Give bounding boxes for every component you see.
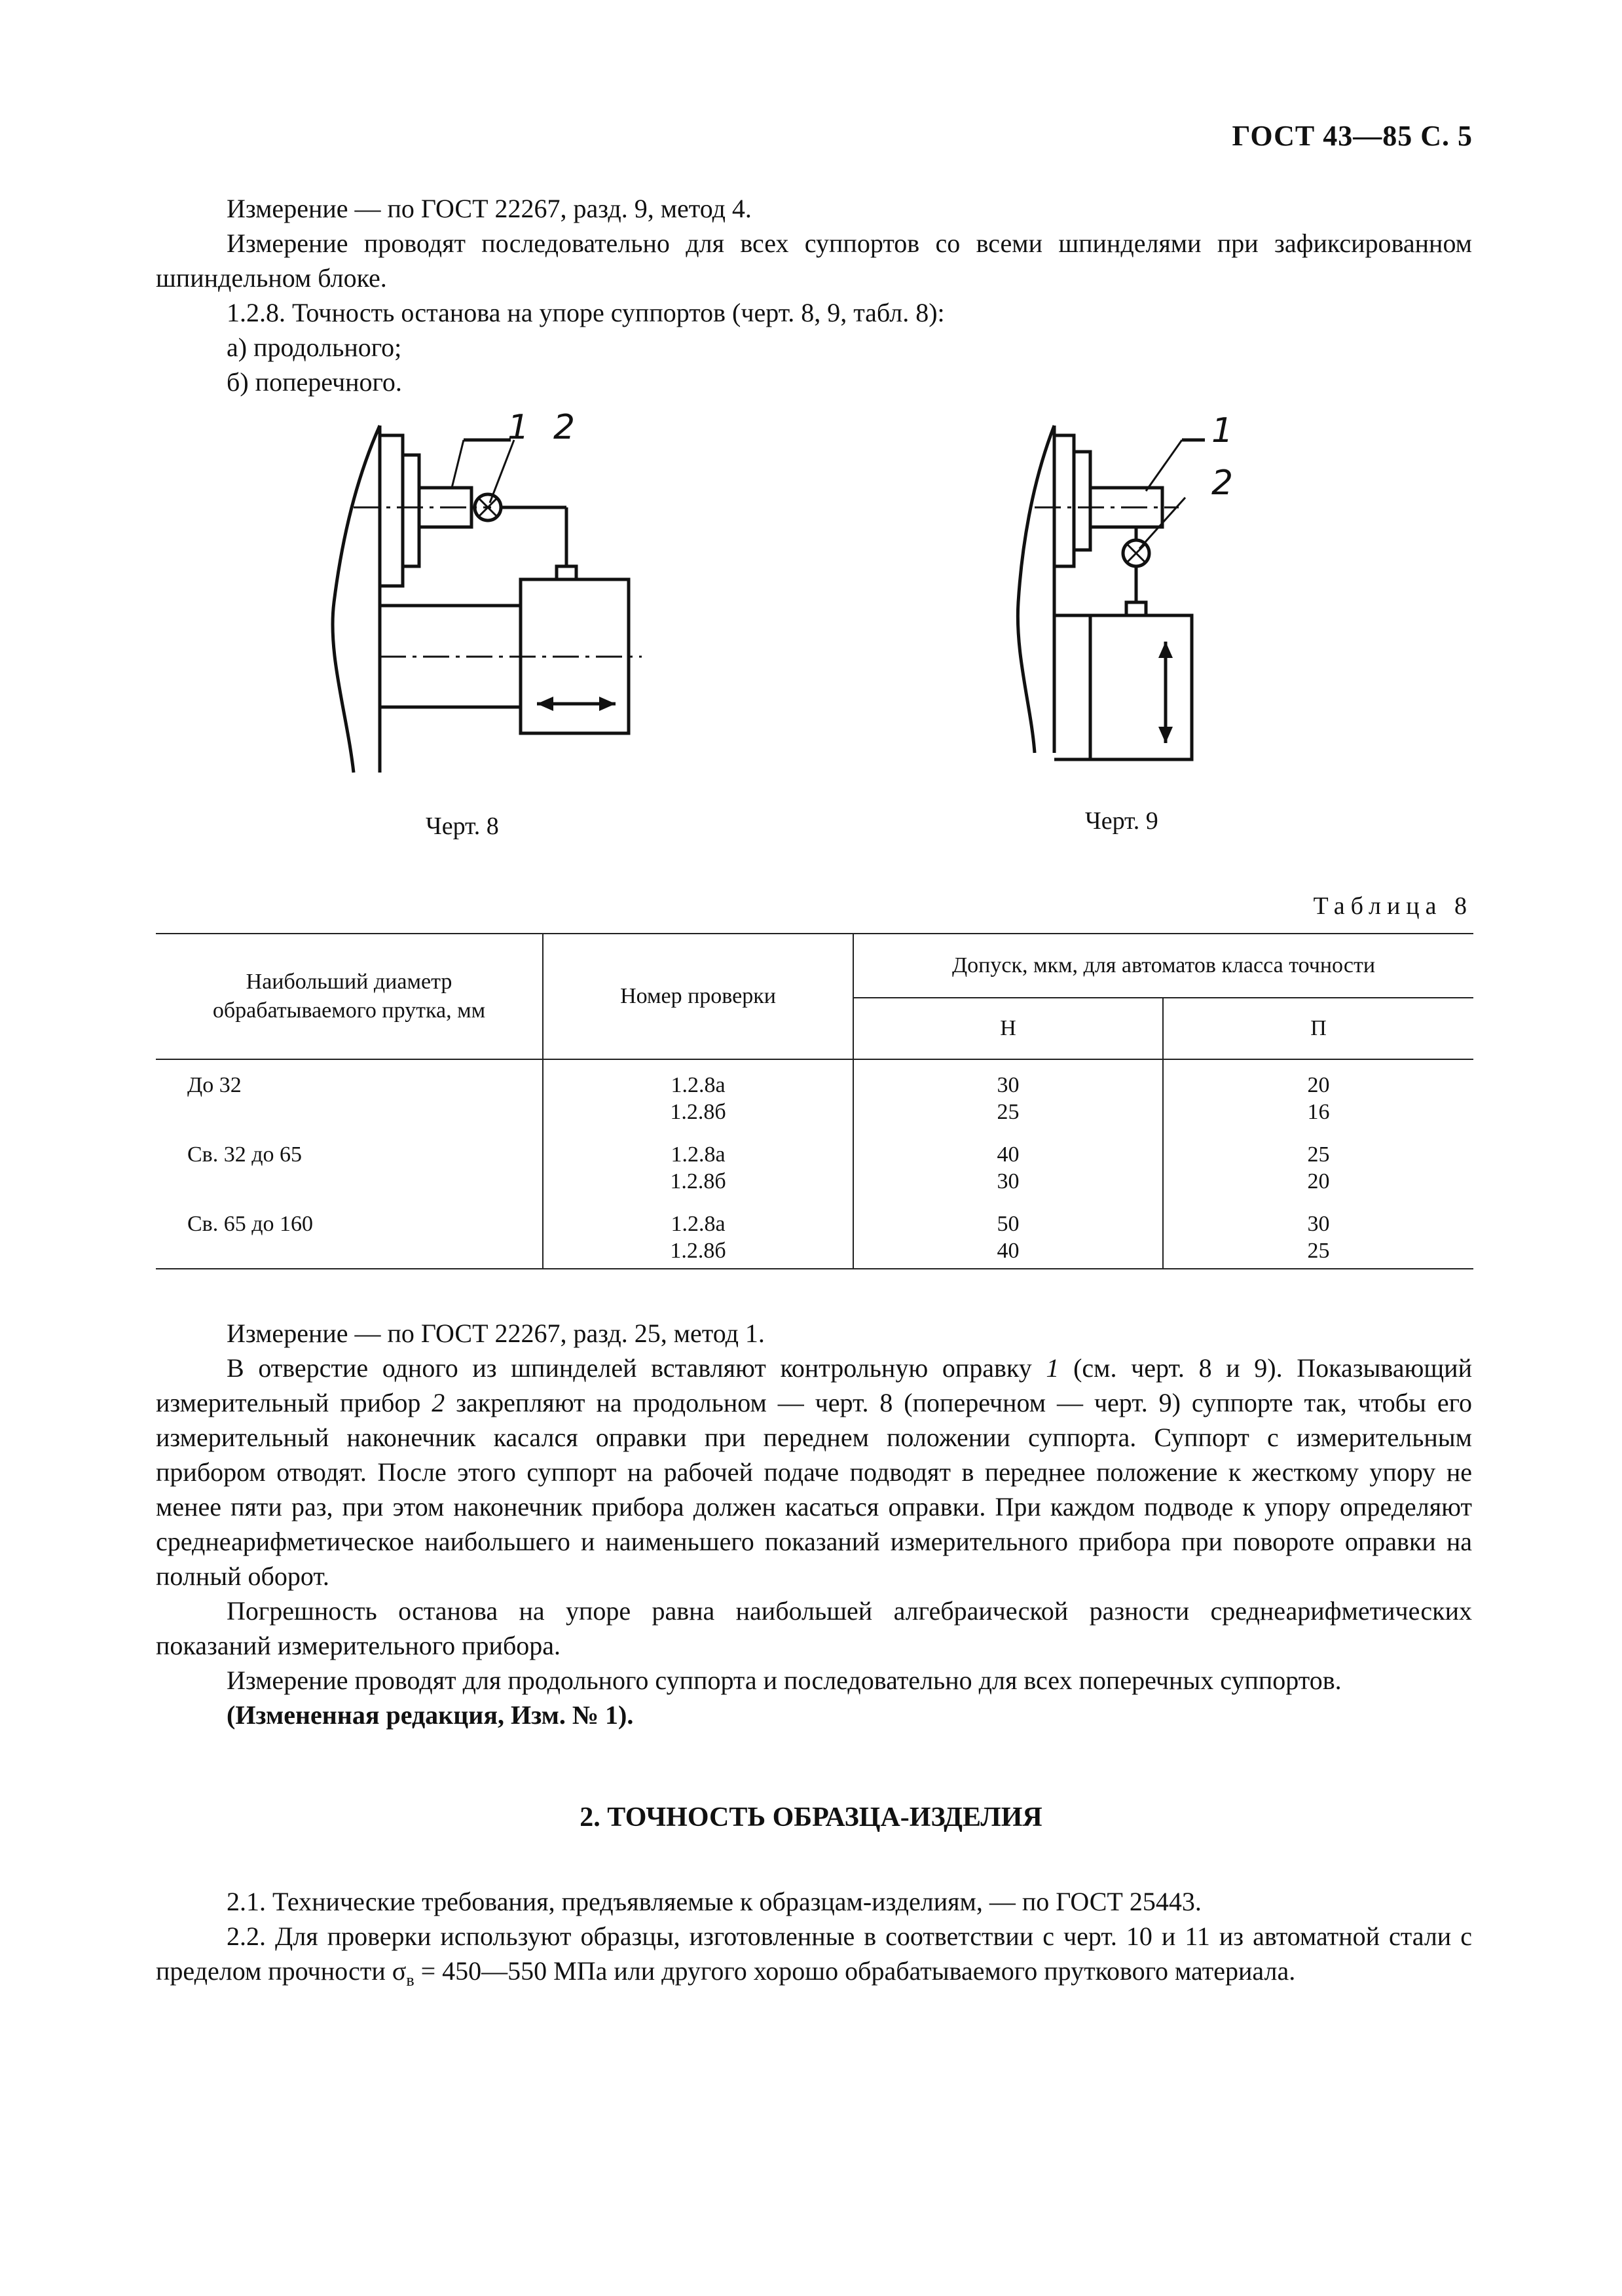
cross-slide: [1090, 615, 1192, 759]
figure-9-diagram: [1008, 406, 1297, 773]
table-8-caption: Таблица 8: [1313, 892, 1473, 920]
spindle-block-outline: [1018, 426, 1054, 753]
measurement-paragraph-3: Погрешность останова на упоре равна наибольшей алгебраической разности среднеарифметических показаний измерительного прибора.: [156, 1596, 1472, 1660]
page-header: ГОСТ 43—85 С. 5: [1232, 120, 1473, 152]
table-row: [156, 1129, 1473, 1199]
figure-8-label-2: 2: [553, 408, 576, 447]
tolerance-p-cell: 25 20: [1163, 1129, 1473, 1199]
tolerance-p-cell: 20 16: [1163, 1059, 1473, 1129]
column-header-tolerance: Допуск, мкм, для автоматов класса точности: [853, 934, 1473, 998]
table-row: [156, 1059, 1473, 1129]
tolerance-h-cell: 40 30: [853, 1129, 1163, 1199]
column-header-diameter: Наибольший диаметр обрабатываемого прутка, мм: [156, 934, 543, 1059]
diameter-cell: До 32: [156, 1059, 543, 1129]
section-2-paragraph-1: 2.1. Технические требования, предъявляемые к образцам-изделиям, — по ГОСТ 25443.: [227, 1887, 1202, 1916]
measurement-paragraph-2: В отверстие одного из шпинделей вставляют контрольную оправку 1 (см. черт. 8 и 9). Показывающий измерительный прибор 2 закрепляют на продольном — черт. 8 (поперечном — черт. 9) суппорте так, чтобы его измерительный наконечник касался оправки при переднем положении суппорта. Суппорт с измерительным прибором отводят. После этого суппорт на рабочей подаче подводят в переднее положение к жесткому упору не менее пяти раз, при этом наконечник прибора должен касаться оправки. При каждом подводе к упору определяют среднеарифметическое наибольшего и наименьшего показаний измерительного прибора при повороте оправки на полный оборот.: [156, 1353, 1473, 1591]
tolerance-h-cell: 50 40: [853, 1199, 1163, 1269]
list-item-a: а) продольного;: [227, 333, 402, 362]
section-2-paragraph-2: 2.2. Для проверки используют образцы, изготовленные в соответствии с черт. 10 и 11 из автоматной стали с пределом прочности $\sigma_в$ = 450—550 МПа или другого хорошо обрабатываемого пруткового материала.: [156, 1922, 1472, 1990]
column-header-class-p: П: [1163, 998, 1473, 1059]
section-2-title: 2. ТОЧНОСТЬ ОБРАЗЦА-ИЗДЕЛИЯ: [580, 1802, 1042, 1832]
intro-text: [156, 191, 1472, 399]
tolerance-h-cell: 30 25: [853, 1059, 1163, 1129]
measurement-paragraph-4: Измерение проводят для продольного суппорта и последовательно для всех поперечных суппортов.: [227, 1666, 1342, 1695]
intro-paragraph-1: Измерение — по ГОСТ 22267, разд. 9, метод 4.: [227, 194, 752, 223]
column-header-class-h: Н: [853, 998, 1163, 1059]
tolerance-p-cell: 30 25: [1163, 1199, 1473, 1269]
figure-8-diagram: [314, 406, 681, 799]
table-8: [156, 933, 1473, 1269]
figure-9-label-2: 2: [1211, 464, 1234, 503]
check-1-2-8-title: 1.2.8. Точность останова на упоре суппортов (черт. 8, 9, табл. 8):: [227, 298, 945, 327]
intro-paragraph-2: Измерение проводят последовательно для всех суппортов со всеми шпинделями при зафиксированном шпиндельном блоке.: [156, 228, 1472, 293]
spindle-block-outline: [333, 426, 380, 773]
table-row: [156, 1199, 1473, 1269]
column-header-check-number: Номер проверки: [543, 934, 853, 1059]
check-number-cell: 1.2.8а 1.2.8б: [543, 1059, 853, 1129]
amendment-note: (Измененная редакция, Изм. № 1).: [227, 1700, 634, 1730]
check-number-cell: 1.2.8а 1.2.8б: [543, 1129, 853, 1199]
measurement-text: [156, 1316, 1472, 1732]
figure-8-caption: Черт. 8: [426, 812, 499, 840]
list-item-b: б) поперечного.: [227, 367, 402, 397]
check-number-cell: 1.2.8а 1.2.8б: [543, 1199, 853, 1269]
figure-9-label-1: 1: [1211, 411, 1234, 450]
diameter-cell: Св. 65 до 160: [156, 1199, 543, 1269]
section-2-text: [156, 1884, 1472, 1997]
figure-9-caption: Черт. 9: [1085, 807, 1158, 835]
diameter-cell: Св. 32 до 65: [156, 1129, 543, 1199]
measurement-paragraph-1: Измерение — по ГОСТ 22267, разд. 25, метод 1.: [227, 1319, 765, 1348]
figure-8-label-1: 1: [507, 408, 530, 447]
